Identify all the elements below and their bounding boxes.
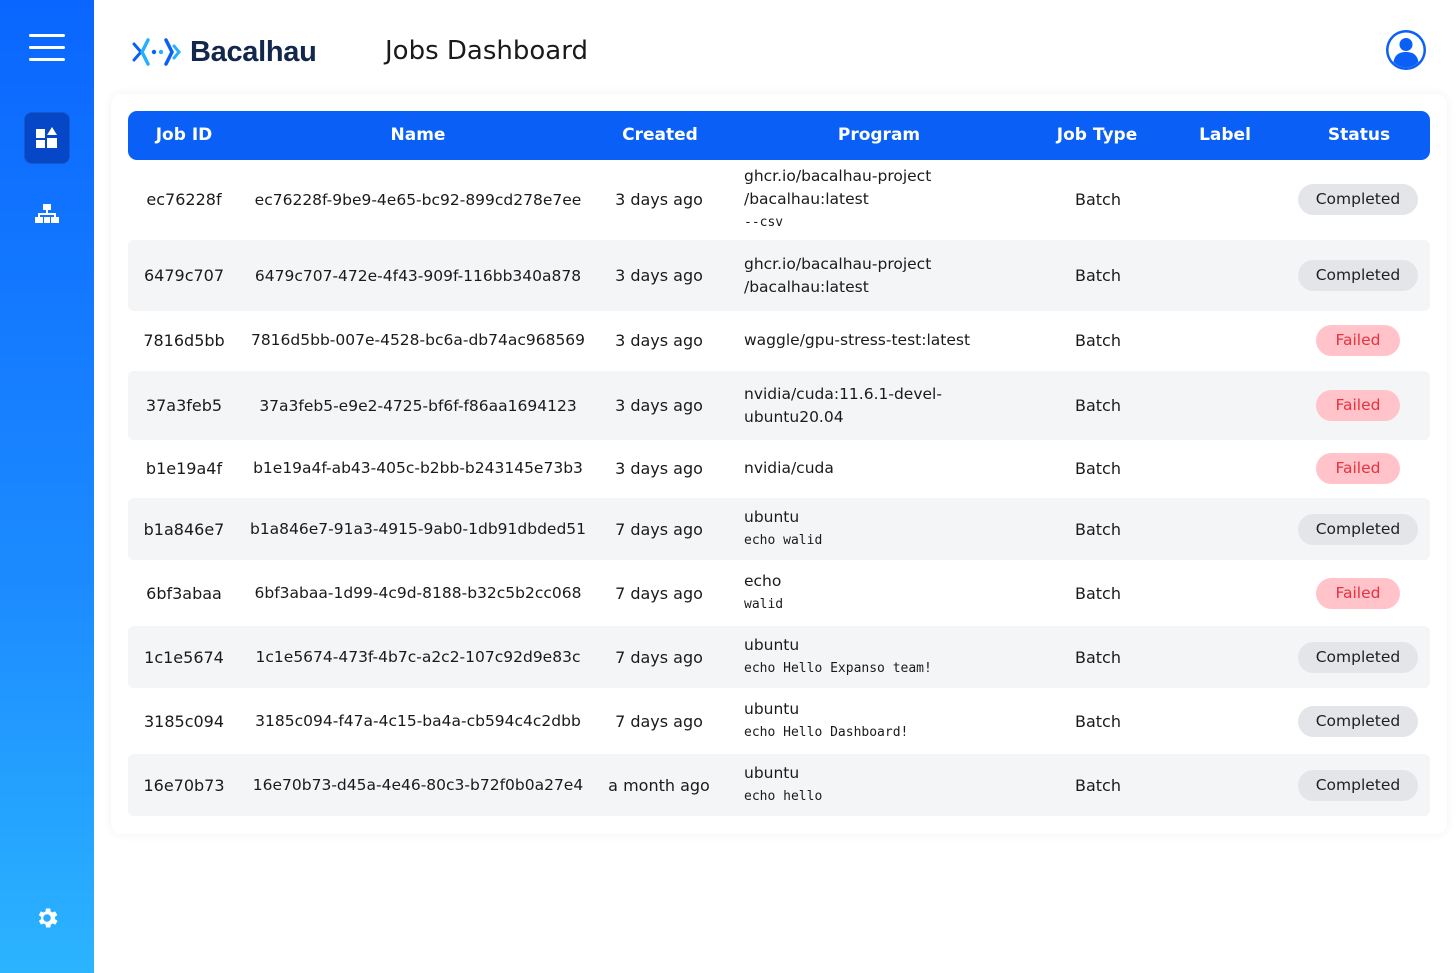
job-status-cell (1294, 371, 1422, 440)
program-command: echo hello (744, 789, 823, 804)
job-id-cell[interactable]: 3185c094 (143, 711, 225, 731)
table-row[interactable] (128, 160, 1430, 239)
job-status-cell (1294, 562, 1422, 624)
bacalhau-logo-icon (132, 34, 182, 70)
job-program-cell (744, 754, 1044, 816)
job-status-cell (1294, 626, 1422, 688)
status-badge: Failed (1316, 325, 1401, 356)
table-row[interactable] (128, 240, 1430, 311)
status-badge: Failed (1316, 578, 1401, 609)
sidebar-item-dashboard[interactable] (24, 112, 70, 164)
gear-icon (34, 905, 60, 931)
table-row[interactable] (128, 754, 1430, 816)
job-name-cell[interactable]: 6479c707-472e-4f43-909f-116bb340a878 (254, 266, 582, 285)
program-image-line: ghcr.io/bacalhau-project (744, 167, 932, 185)
job-id-cell[interactable]: 7816d5bb (143, 330, 225, 350)
job-id-cell[interactable]: 16e70b73 (143, 775, 225, 795)
job-type-cell: Batch (1075, 519, 1121, 539)
user-avatar-icon[interactable] (1385, 29, 1427, 71)
job-id-cell[interactable]: ec76228f (146, 190, 222, 209)
job-type-cell: Batch (1075, 775, 1121, 795)
job-created-cell: 3 days ago (615, 458, 703, 478)
job-type-cell: Batch (1075, 330, 1121, 350)
sidebar-item-settings[interactable] (30, 900, 64, 936)
job-program-cell (744, 562, 1044, 624)
job-name-cell[interactable]: 6bf3abaa-1d99-4c9d-8188-b32c5b2cc068 (254, 584, 582, 602)
program-command: walid (744, 597, 784, 612)
program-image-line: ubuntu20.04 (744, 407, 844, 426)
job-created-cell: 3 days ago (615, 266, 703, 285)
job-type-cell: Batch (1075, 583, 1121, 603)
table-row[interactable] (128, 371, 1430, 440)
status-badge: Completed (1298, 184, 1419, 215)
table-row[interactable] (128, 690, 1430, 752)
program-image-line: echo (744, 572, 782, 590)
program-image-line: nvidia/cuda:11.6.1-devel- (744, 384, 942, 403)
program-command: echo walid (744, 533, 823, 548)
job-id-cell[interactable]: 37a3feb5 (145, 396, 223, 415)
job-status-cell (1294, 441, 1422, 495)
job-type-cell: Batch (1075, 647, 1121, 667)
program-image-line: nvidia/cuda (744, 458, 834, 477)
brand-name: Bacalhau (190, 35, 317, 68)
sidebar-item-nodes[interactable] (24, 188, 70, 240)
brand-logo[interactable] (132, 34, 317, 70)
program-image-line: ubuntu (744, 636, 800, 654)
job-status-cell (1294, 754, 1422, 816)
job-name-cell[interactable]: ec76228f-9be9-4e65-bc92-899cd278e7ee (254, 190, 582, 209)
column-header-job-id[interactable]: Job ID (155, 125, 213, 145)
table-row[interactable] (128, 441, 1430, 495)
column-header-job-type[interactable]: Job Type (1056, 125, 1138, 145)
jobs-table-card (111, 94, 1447, 834)
job-status-cell (1294, 160, 1422, 239)
table-row[interactable] (128, 312, 1430, 368)
job-name-cell[interactable]: 16e70b73-d45a-4e46-80c3-b72f0b0a27e4 (252, 776, 584, 794)
program-command: echo Hello Dashboard! (744, 725, 909, 740)
job-program-cell (744, 160, 1044, 239)
job-type-cell: Batch (1075, 190, 1121, 209)
column-header-program[interactable]: Program (837, 125, 921, 145)
job-created-cell: 7 days ago (615, 583, 703, 603)
status-badge: Failed (1316, 453, 1401, 484)
job-program-cell (744, 690, 1044, 752)
hamburger-menu-icon[interactable] (29, 34, 65, 62)
program-image-line: /bacalhau:latest (744, 277, 869, 296)
job-created-cell: 7 days ago (615, 711, 703, 731)
job-id-cell[interactable]: b1e19a4f (145, 458, 223, 478)
page-title: Jobs Dashboard (385, 36, 588, 66)
job-program-cell (744, 441, 1044, 495)
job-name-cell[interactable]: 3185c094-f47a-4c15-ba4a-cb594c4c2dbb (255, 712, 581, 730)
job-created-cell: 7 days ago (615, 519, 703, 539)
job-program-cell (744, 371, 1044, 440)
dashboard-icon (35, 127, 59, 149)
sidebar (0, 0, 94, 973)
network-nodes-icon (35, 203, 59, 225)
job-status-cell (1294, 312, 1422, 368)
job-status-cell (1294, 498, 1422, 560)
job-name-cell[interactable]: 1c1e5674-473f-4b7c-a2c2-107c92d9e83c (255, 648, 581, 666)
job-id-cell[interactable]: 6479c707 (143, 266, 225, 285)
job-program-cell (744, 498, 1044, 560)
program-command: --csv (744, 215, 784, 230)
status-badge: Completed (1298, 514, 1419, 545)
job-program-cell (744, 312, 1044, 368)
job-id-cell[interactable]: 1c1e5674 (144, 647, 224, 667)
program-image-line: ubuntu (744, 508, 800, 526)
job-name-cell[interactable]: b1a846e7-91a3-4915-9ab0-1db91dbded51 (249, 520, 587, 538)
job-created-cell: 3 days ago (615, 396, 703, 415)
table-row[interactable] (128, 562, 1430, 624)
job-program-cell (744, 626, 1044, 688)
program-image-line: waggle/gpu-stress-test:latest (744, 330, 971, 349)
job-id-cell[interactable]: 6bf3abaa (146, 583, 222, 603)
column-header-status[interactable]: Status (1327, 125, 1391, 145)
job-id-cell[interactable]: b1a846e7 (143, 519, 225, 539)
program-image-line: ubuntu (744, 700, 800, 718)
status-badge: Completed (1298, 260, 1419, 291)
table-header (128, 111, 1430, 160)
program-image-line: ubuntu (744, 764, 800, 782)
column-header-name[interactable]: Name (390, 125, 446, 145)
job-created-cell: 3 days ago (615, 190, 703, 209)
program-image-line: /bacalhau:latest (744, 190, 869, 208)
status-badge: Completed (1298, 770, 1419, 801)
column-header-label[interactable]: Label (1199, 125, 1251, 145)
table-row[interactable] (128, 626, 1430, 688)
job-type-cell: Batch (1075, 396, 1121, 415)
status-badge: Completed (1298, 642, 1419, 673)
job-created-cell: a month ago (608, 775, 710, 795)
job-program-cell (744, 240, 1044, 311)
job-created-cell: 7 days ago (615, 647, 703, 667)
job-type-cell: Batch (1075, 711, 1121, 731)
table-row[interactable] (128, 498, 1430, 560)
job-status-cell (1294, 240, 1422, 311)
program-command: echo Hello Expanso team! (744, 661, 932, 676)
status-badge: Failed (1316, 390, 1401, 421)
status-badge: Completed (1298, 706, 1419, 737)
job-type-cell: Batch (1075, 458, 1121, 478)
column-header-created[interactable]: Created (622, 125, 698, 145)
job-name-cell[interactable]: b1e19a4f-ab43-405c-b2bb-b243145e73b3 (253, 459, 583, 477)
program-image-line: ghcr.io/bacalhau-project (744, 254, 932, 273)
job-created-cell: 3 days ago (615, 330, 703, 350)
job-name-cell[interactable]: 37a3feb5-e9e2-4725-bf6f-f86aa1694123 (259, 396, 577, 415)
job-name-cell[interactable]: 7816d5bb-007e-4528-bc6a-db74ac968569 (250, 331, 586, 349)
job-status-cell (1294, 690, 1422, 752)
job-type-cell: Batch (1075, 266, 1121, 285)
